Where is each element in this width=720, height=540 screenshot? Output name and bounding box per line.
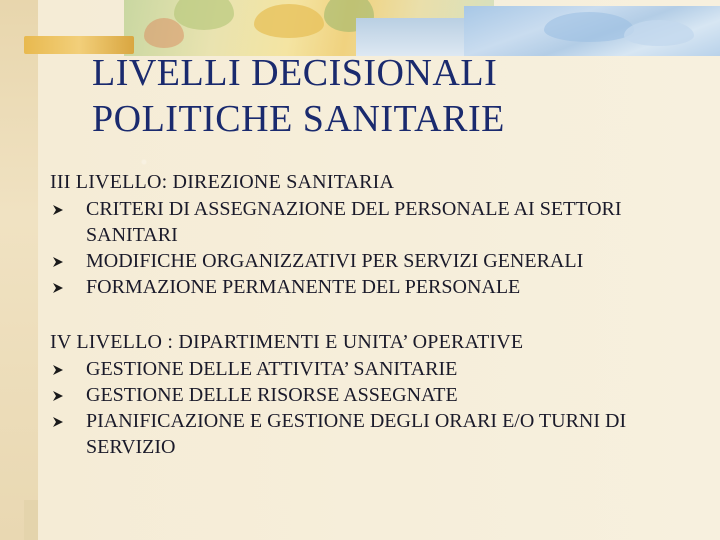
list-item-text: MODIFICHE ORGANIZZATIVI PER SERVIZI GENERALI [86, 250, 584, 272]
slide-title-line-1: LIVELLI DECISIONALI [92, 52, 498, 94]
slide-title-line-2: POLITICHE SANITARIE [92, 98, 505, 140]
slide-title [92, 50, 692, 142]
arrow-bullet-icon [52, 382, 66, 408]
list-item-text: CRITERI DI ASSEGNAZIONE DEL PERSONALE AI SETTORI SANITARI [86, 198, 622, 246]
section-iv-livello [50, 328, 710, 460]
list-item [50, 382, 710, 408]
list-item [50, 408, 710, 460]
list-item [50, 196, 710, 248]
section-heading: III LIVELLO: DIREZIONE SANITARIA [50, 171, 395, 193]
list-item [50, 356, 710, 382]
decorative-header-artwork [24, 0, 720, 56]
list-item-text: PIANIFICAZIONE E GESTIONE DEGLI ORARI E/O TURNI DI SERVIZIO [86, 410, 627, 458]
decorative-left-stripe [0, 0, 38, 540]
list-item [50, 248, 710, 274]
arrow-bullet-icon [52, 408, 66, 434]
arrow-bullet-icon [52, 356, 66, 382]
arrow-bullet-icon [52, 274, 66, 300]
section-iii-livello [50, 168, 710, 300]
list-item-text: GESTIONE DELLE RISORSE ASSEGNATE [86, 384, 458, 406]
slide-content [50, 168, 710, 460]
list-item [50, 274, 710, 300]
list-item-text: GESTIONE DELLE ATTIVITA’ SANITARIE [86, 358, 458, 380]
arrow-bullet-icon [52, 248, 66, 274]
section-heading: IV LIVELLO : DIPARTIMENTI E UNITA’ OPERATIVE [50, 331, 524, 353]
arrow-bullet-icon [52, 196, 66, 222]
decorative-bottom-stripe [24, 500, 38, 540]
list-item-text: FORMAZIONE PERMANENTE DEL PERSONALE [86, 276, 521, 298]
